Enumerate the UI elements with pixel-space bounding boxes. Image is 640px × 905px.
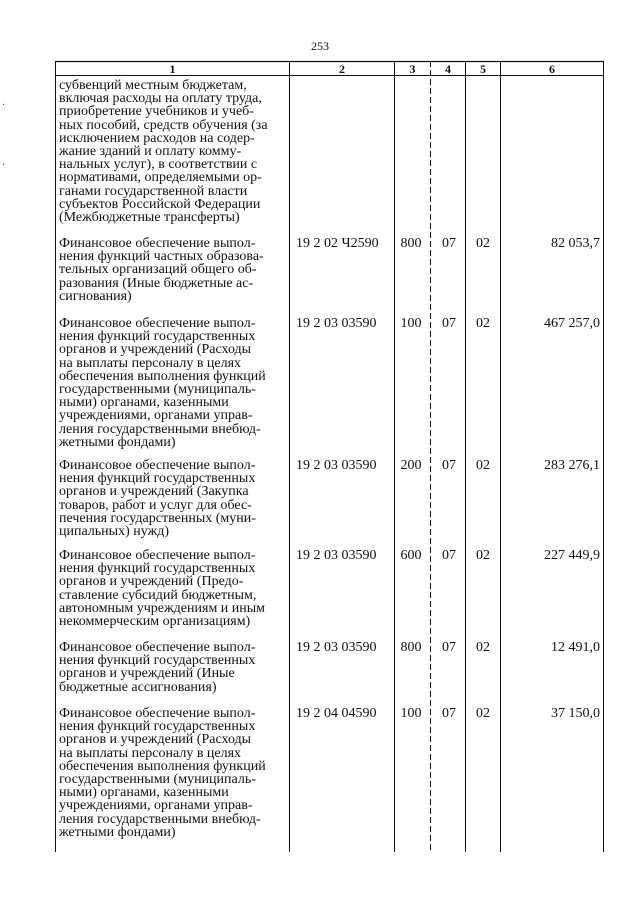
row-expense-type: 800	[400, 236, 422, 251]
row-section: 07	[442, 548, 456, 563]
row-section: 07	[442, 236, 456, 251]
row-expense-type: 200	[400, 458, 422, 473]
row-target-article: 19 2 03 03590	[296, 316, 377, 331]
row-description: Финансовое обеспечение выпол- нения функций частных образова- тельных организаций общего об- разования (Иные бюджетные ас- сигнования)	[59, 236, 264, 304]
row-subsection: 02	[476, 706, 490, 721]
row-target-article: 19 2 03 03590	[296, 640, 377, 655]
row-amount: 12 491,0	[551, 640, 600, 655]
header-col-6: 6	[549, 62, 555, 76]
row-section: 07	[442, 316, 456, 331]
row-subsection: 02	[476, 236, 490, 251]
row-section: 07	[442, 458, 456, 473]
row-target-article: 19 2 03 03590	[296, 548, 377, 563]
row-amount: 37 150,0	[551, 706, 600, 721]
row-amount: 467 257,0	[544, 316, 600, 331]
header-col-5: 5	[480, 62, 486, 76]
row-description: Финансовое обеспечение выпол- нения функций государственных органов и учреждений (Предо- ставление субсидий бюджетным, автономным учреждениям и иным некоммерческим организациям)	[59, 548, 266, 630]
scan-mark: ·	[2, 160, 6, 171]
header-col-4: 4	[445, 62, 451, 76]
page-number: 253	[311, 39, 329, 53]
scan-mark: ·	[2, 100, 6, 111]
row-description: субвенций местным бюджетам, включая расходы на оплату труда, приобретение учебников и учеб- ных пособий, средств обучения (за исключением расходов на содер- жание зданий и оплату комму- нальных услуг), в соответствии с нормативами, определяемыми ор- ганами государственной власти субъектов Российской Федерации (Межбюджетные трансферты)	[59, 78, 268, 226]
header-col-1: 1	[169, 62, 176, 76]
row-expense-type: 800	[400, 640, 422, 655]
row-expense-type: 100	[400, 316, 422, 331]
row-subsection: 02	[476, 316, 490, 331]
row-target-article: 19 2 03 03590	[296, 458, 377, 473]
row-expense-type: 600	[400, 548, 422, 563]
row-target-article: 19 2 02 Ч2590	[296, 236, 379, 251]
row-expense-type: 100	[400, 706, 422, 721]
header-col-2: 2	[339, 62, 345, 76]
row-description: Финансовое обеспечение выпол- нения функций государственных органов и учреждений (Расходы на выплаты персоналу в целях обеспечения выполнения функций государственными (муниципаль- ными) органами, казенными учреждениями, органами управ- ления государственными внебюд- жетными фондами)	[59, 316, 266, 450]
header-col-3: 3	[409, 62, 416, 76]
row-subsection: 02	[476, 458, 490, 473]
row-subsection: 02	[476, 640, 490, 655]
row-description: Финансовое обеспечение выпол- нения функций государственных органов и учреждений (Расходы на выплаты персоналу в целях обеспечения выполнения функций государственными (муниципаль- ными) органами, казенными учреждениями, органами управ- ления государственными внебюд- жетными фондами)	[59, 706, 266, 840]
row-section: 07	[442, 640, 456, 655]
row-description: Финансовое обеспечение выпол- нения функций государственных органов и учреждений (Закупка товаров, работ и услуг для обес- печения государственных (муни- ципальных) нужд)	[59, 458, 256, 540]
row-amount: 227 449,9	[544, 548, 600, 563]
row-section: 07	[442, 706, 456, 721]
row-subsection: 02	[476, 548, 490, 563]
row-amount: 283 276,1	[544, 458, 600, 473]
row-description: Финансовое обеспечение выпол- нения функций государственных органов и учреждений (Иные бюджетные ассигнования)	[59, 640, 256, 695]
row-amount: 82 053,7	[551, 236, 600, 251]
row-target-article: 19 2 04 04590	[296, 706, 377, 721]
